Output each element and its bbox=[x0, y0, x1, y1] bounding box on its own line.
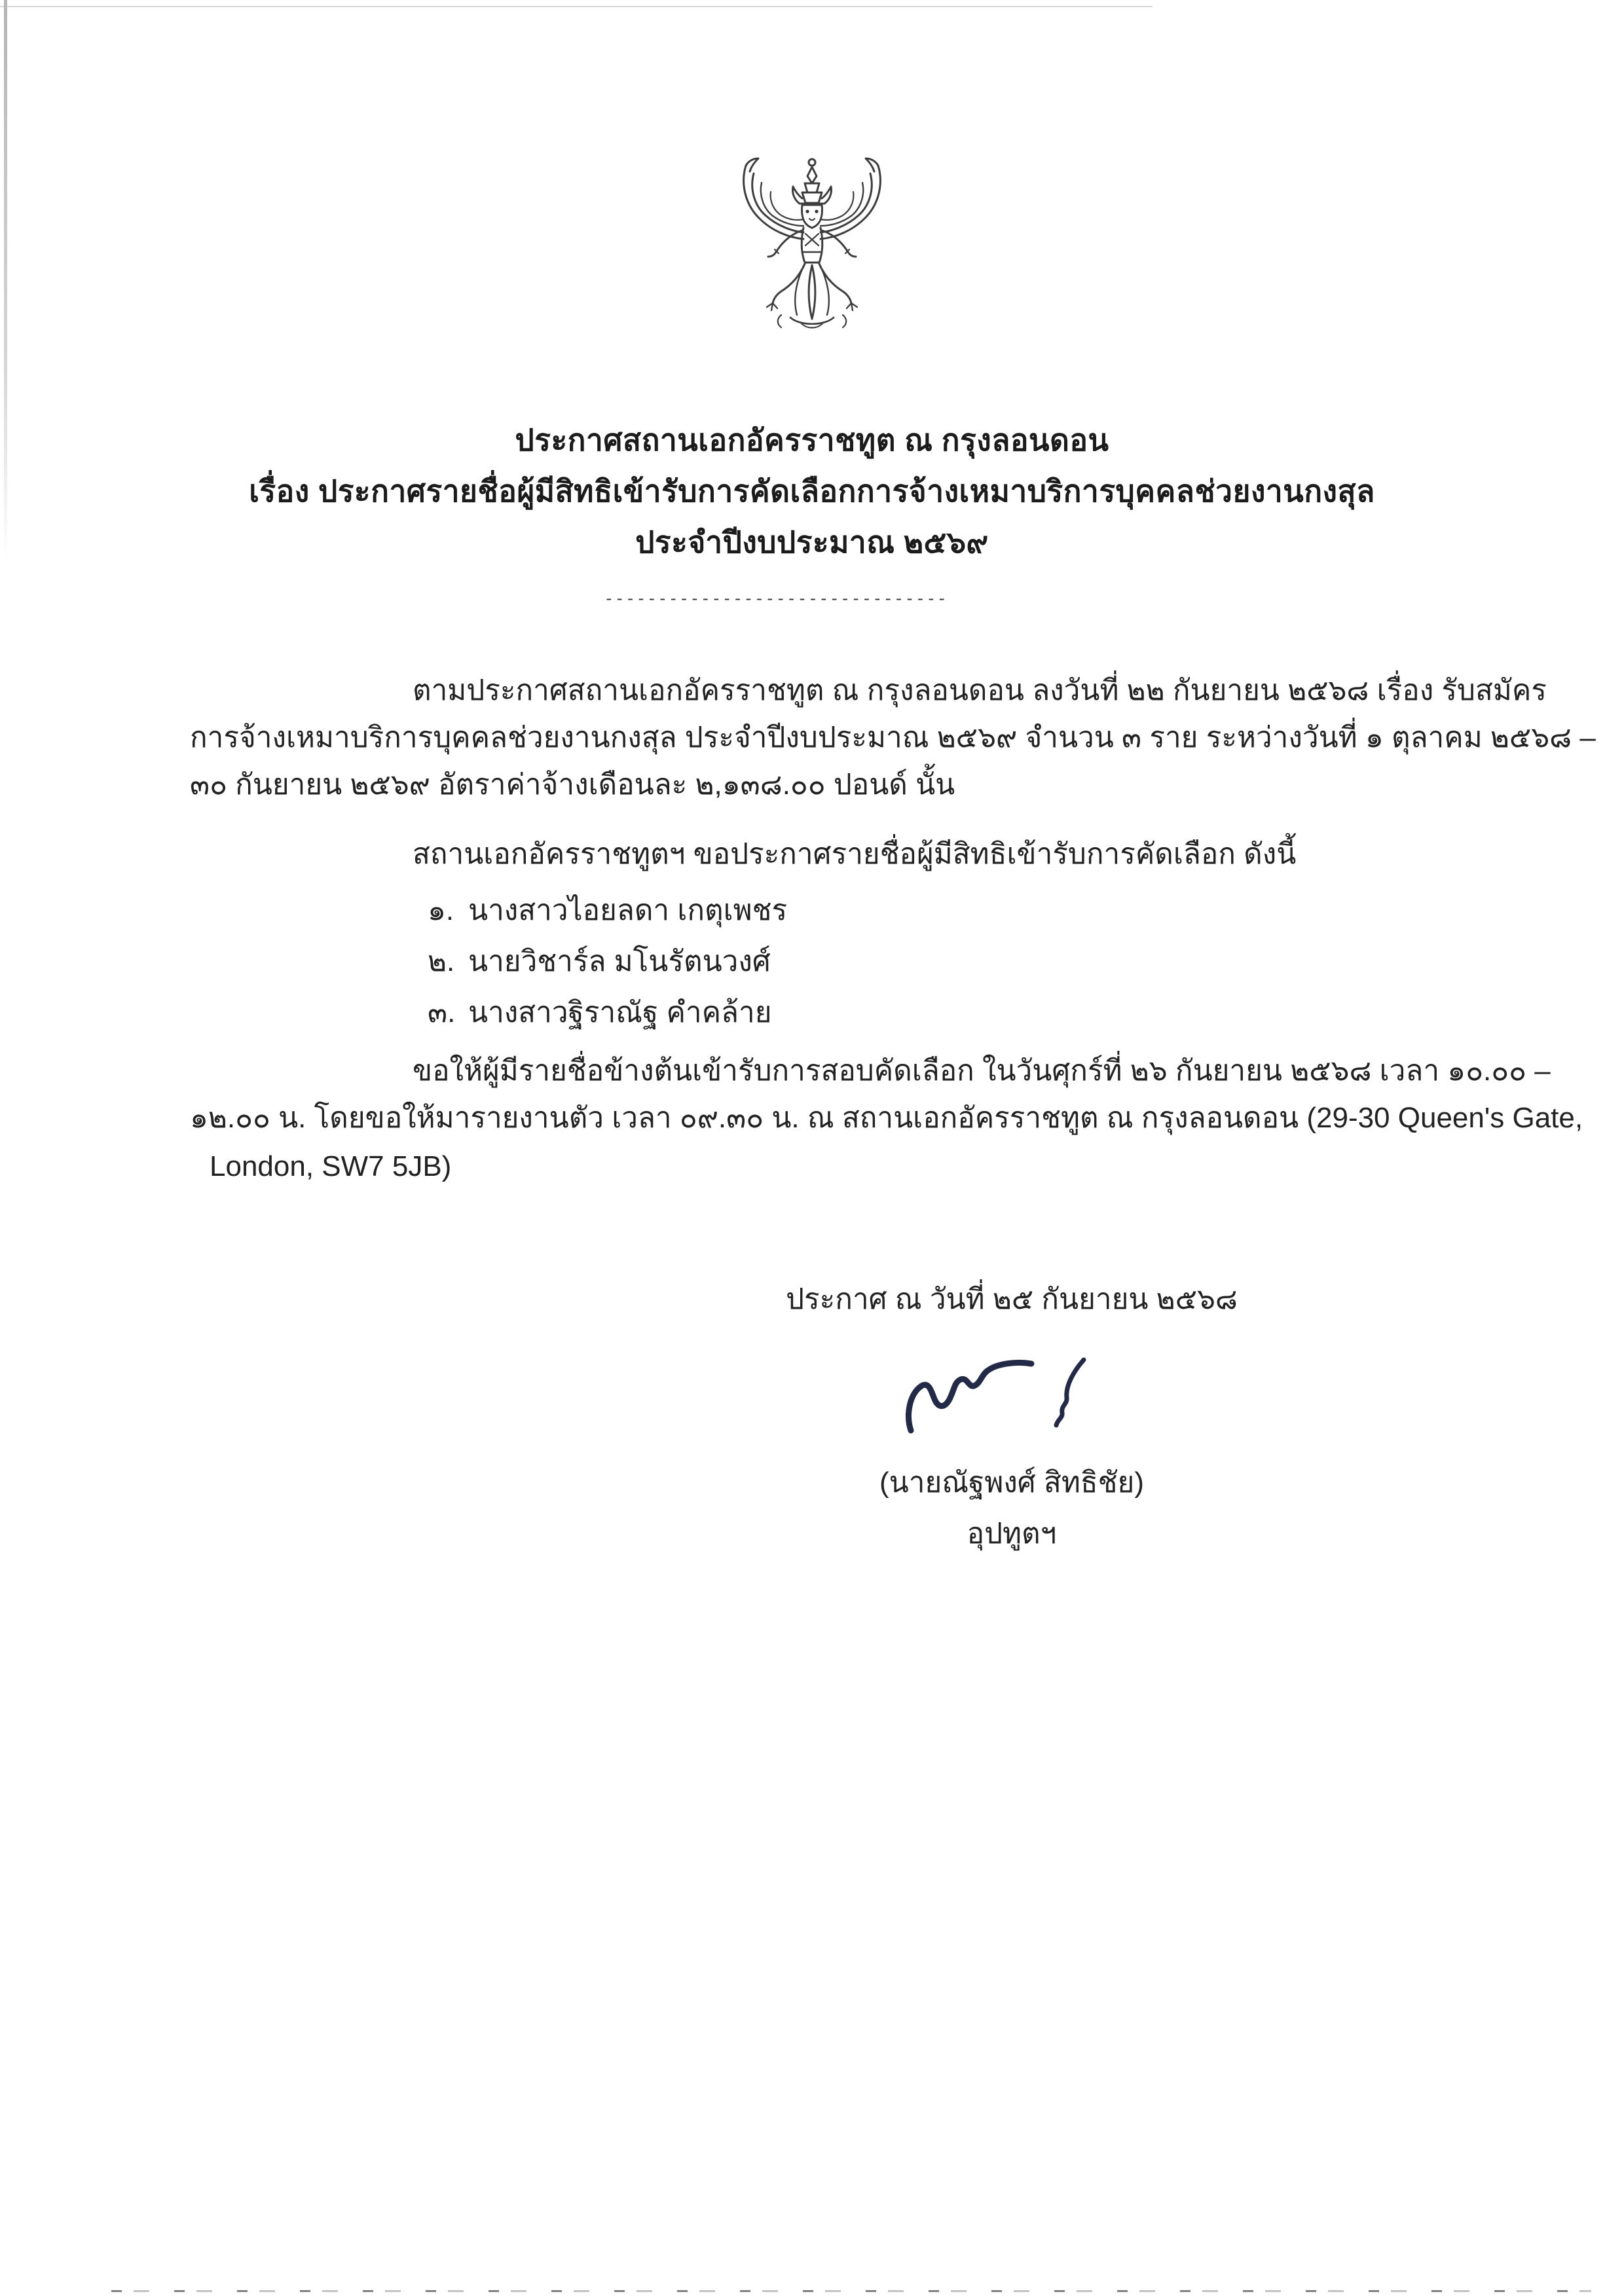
paragraph1-line2: การจ้างเหมาบริการบุคคลช่วยงานกงสุล ประจำปีงบประมาณ ๒๕๖๙ จำนวน ๓ ราย ระหว่างวันที่ ๑ ตุลาคม ๒๕๖๘ – bbox=[190, 721, 1596, 754]
paragraph1-line3: ๓๐ กันยายน ๒๕๖๙ อัตราค่าจ้างเดือนละ ๒,๑๓๘.๐๐ ปอนด์ นั้น bbox=[190, 769, 955, 801]
candidate-name: นางสาวฐิราณัฐ คำคล้าย bbox=[468, 996, 772, 1029]
paragraph1-line1: ตามประกาศสถานเอกอัครราชทูต ณ กรุงลอนดอน ลงวันที่ ๒๒ กันยายน ๒๕๖๘ เรื่อง รับสมัคร bbox=[413, 674, 1547, 706]
paragraph3-line2: ๑๒.๐๐ น. โดยขอให้มารายงานตัว เวลา ๐๙.๓๐ น. ณ สถานเอกอัครราชทูต ณ กรุงลอนดอน (29-30 Queen's Gate, bbox=[190, 1102, 1583, 1134]
candidate-row-3 bbox=[428, 989, 772, 1035]
document-title-line-2: เรื่อง ประกาศรายชื่อผู้มีสิทธิเข้ารับการคัดเลือกการจ้างเหมาบริการบุคคลช่วยงานกงสุล bbox=[249, 474, 1375, 508]
signer-name: (นายณัฐพงศ์ สิทธิชัย) bbox=[879, 1467, 1144, 1499]
candidate-row-1 bbox=[428, 887, 787, 933]
scan-artifact-bottom-line bbox=[111, 2290, 1591, 2292]
paragraph3-line3: London, SW7 5JB) bbox=[210, 1150, 452, 1182]
signature bbox=[720, 1345, 1303, 1450]
garuda-emblem bbox=[704, 154, 920, 383]
scan-artifact-top-line bbox=[0, 6, 1153, 7]
candidate-row-2 bbox=[428, 938, 771, 984]
paragraph2-line: สถานเอกอัครราชทูตฯ ขอประกาศรายชื่อผู้มีสิทธิเข้ารับการคัดเลือก ดังนี้ bbox=[413, 838, 1297, 870]
signer-title: อุปทูตฯ bbox=[967, 1518, 1057, 1550]
candidate-name: นางสาวไอยลดา เกตุเพชร bbox=[468, 894, 788, 926]
candidate-number: ๒. bbox=[428, 945, 455, 977]
announcement-date-line: ประกาศ ณ วันที่ ๒๕ กันยายน ๒๕๖๘ bbox=[786, 1283, 1238, 1315]
candidate-number: ๓. bbox=[428, 996, 456, 1029]
document-title-line-3: ประจำปีงบประมาณ ๒๕๖๙ bbox=[635, 525, 989, 559]
dashed-separator: -------------------------------- bbox=[604, 591, 948, 609]
candidate-name: นายวิชาร์ล มโนรัตนวงศ์ bbox=[468, 945, 771, 977]
document-title-line-1: ประกาศสถานเอกอัครราชทูต ณ กรุงลอนดอน bbox=[515, 423, 1109, 457]
candidate-number: ๑. bbox=[428, 894, 454, 926]
paragraph3-line1: ขอให้ผู้มีรายชื่อข้างต้นเข้ารับการสอบคัดเลือก ในวันศุกร์ที่ ๒๖ กันยายน ๒๕๖๘ เวลา ๑๐.๐๐ – bbox=[413, 1055, 1551, 1087]
